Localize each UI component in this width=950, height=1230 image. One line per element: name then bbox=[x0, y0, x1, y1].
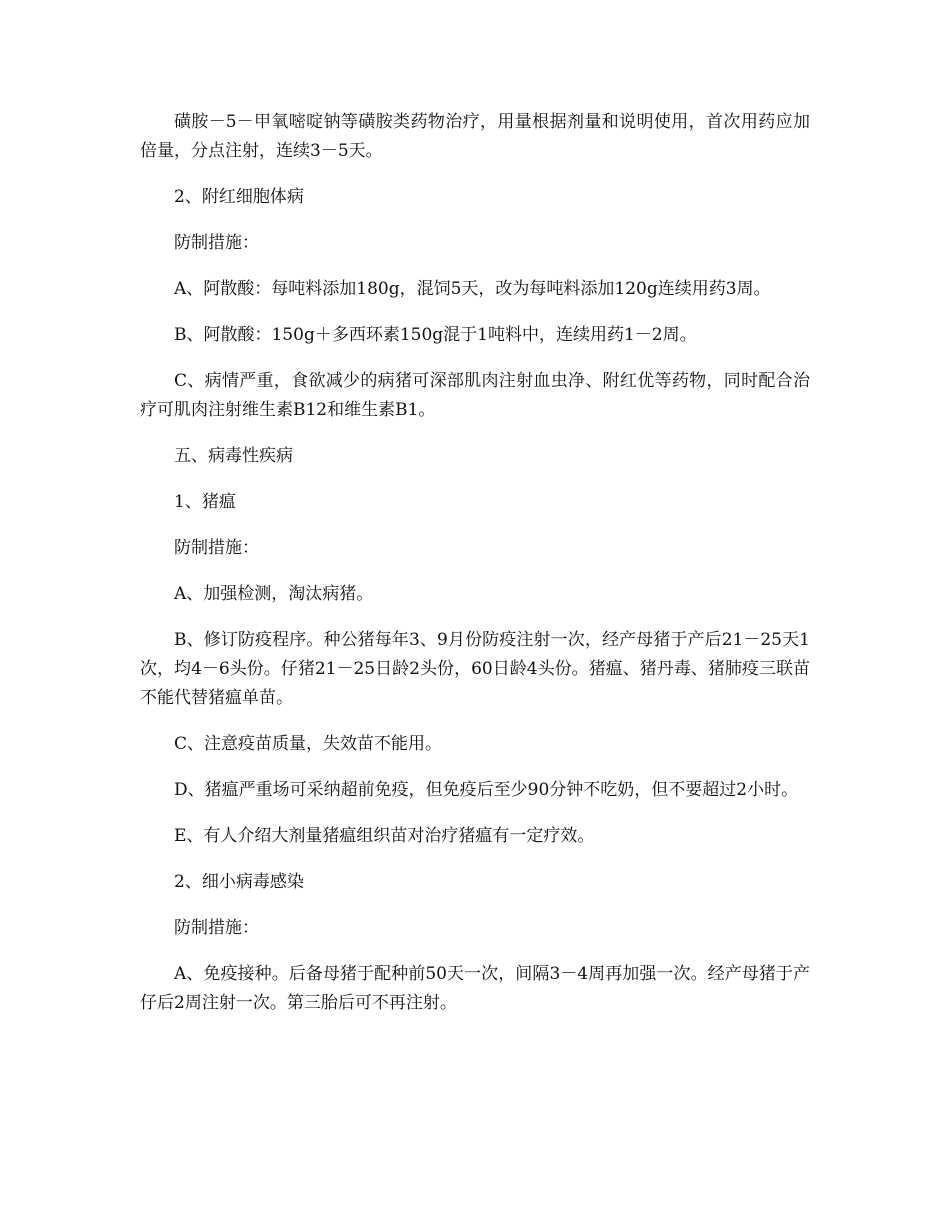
heading-prevention-measures: 防制措施： bbox=[174, 918, 259, 938]
heading-eperythrozoonosis: 2、附红细胞体病 bbox=[174, 187, 304, 207]
paragraph-arsanilic-acid-b: B、阿散酸：150g＋多西环素150g混于1吨料中，连续用药1－2周。 bbox=[174, 325, 697, 345]
paragraph-arsanilic-acid-a: A、阿散酸：每吨料添加180g，混饲5天，改为每吨料添加120g连续用药3周。 bbox=[174, 279, 771, 299]
paragraph-swine-fever-b: B、修订防疫程序。种公猪每年3、9月份防疫注射一次，经产母猪于产后21－25天1次，均4－6头份。仔猪21－25日龄2头份，60日龄4头份。猪瘟、猪丹毒、猪肺疫三联苗不能代替猪瘟单苗。 bbox=[140, 630, 810, 708]
heading-prevention-measures: 防制措施： bbox=[174, 538, 259, 558]
paragraph-severe-cases-c: C、病情严重，食欲减少的病猪可深部肌肉注射血虫净、附红优等药物，同时配合治疗可肌肉注射维生素B12和维生素B1。 bbox=[140, 371, 810, 420]
paragraph-sulfa-treatment: 磺胺－5－甲氧嘧啶钠等磺胺类药物治疗，用量根据剂量和说明使用，首次用药应加倍量，分点注射，连续3－5天。 bbox=[140, 112, 810, 161]
paragraph-swine-fever-a: A、加强检测，淘汰病猪。 bbox=[174, 584, 374, 604]
paragraph-swine-fever-e: E、有人介绍大剂量猪瘟组织苗对治疗猪瘟有一定疗效。 bbox=[174, 826, 595, 846]
paragraph-swine-fever-c: C、注意疫苗质量，失效苗不能用。 bbox=[174, 734, 443, 754]
heading-viral-diseases: 五、病毒性疾病 bbox=[174, 446, 293, 466]
document-body bbox=[140, 108, 810, 1035]
paragraph-swine-fever-d: D、猪瘟严重场可采纳超前免疫，但免疫后至少90分钟不吃奶，但不要超过2小时。 bbox=[174, 780, 799, 800]
heading-swine-fever: 1、猪瘟 bbox=[174, 492, 236, 512]
heading-parvovirus: 2、细小病毒感染 bbox=[174, 872, 304, 892]
paragraph-parvovirus-a: A、免疫接种。后备母猪于配种前50天一次，间隔3－4周再加强一次。经产母猪于产仔后2周注射一次。第三胎后可不再注射。 bbox=[140, 964, 810, 1013]
heading-prevention-measures: 防制措施： bbox=[174, 233, 259, 253]
